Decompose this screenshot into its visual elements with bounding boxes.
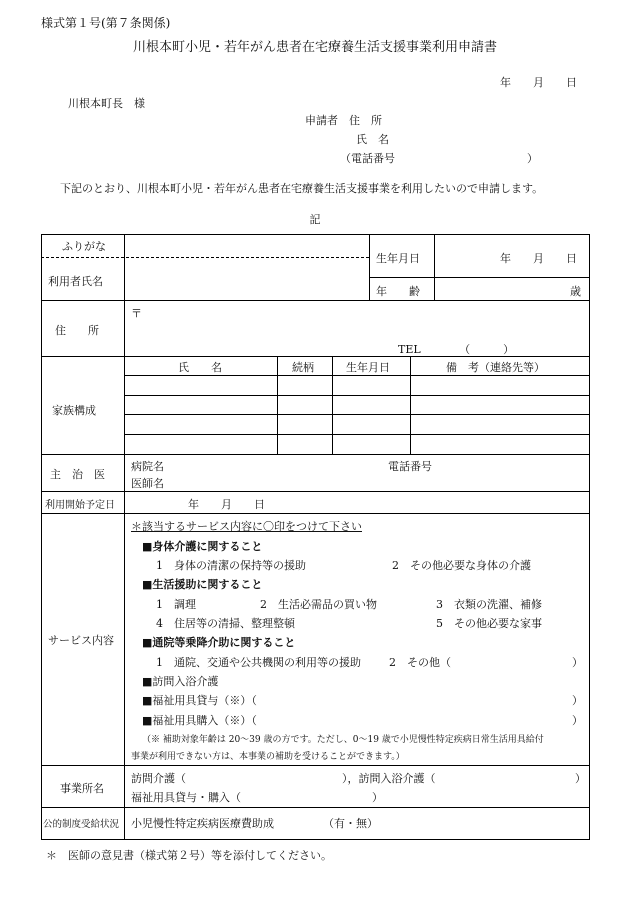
postal-mark: 〒 [131,307,142,320]
birthdate-label: 生年月日 [376,252,420,265]
hospital-label: 病院名 [131,460,164,473]
body-care-item-2: 2 その他必要な身体の介護 [392,559,531,572]
family-col-name: 氏 名 [178,361,222,374]
transport-item-1: 1 通院、交通や公共機関の利用等の援助 [156,656,361,669]
transport-header: ■通院等乗降介助に関すること [142,636,296,649]
applicant-name-label: 氏 名 [356,133,389,146]
note-line-1: （※ 補助対象年齢は 20～39 歳の方です。ただし、0～19 歳で小児慢性特定疾病日常生活用具給付 [142,735,544,745]
phone-number-label: 電話番号 [388,460,432,473]
note-line-2: 事業が利用できない方は、本事業の補助を受けることができます。） [131,752,405,762]
public-support-label: 公的制度受給状況 [43,819,120,830]
ki-mark: 記 [309,213,321,226]
document-title: 川根本町小児・若年がん患者在宅療養生活支援事業利用申請書 [132,40,497,55]
form-number: 様式第１号(第７条関係) [41,16,171,30]
life-item-3: 3 衣類の洗濯、補修 [436,598,542,611]
footer-note: ＊ 医師の意見書（様式第２号）等を添付してください。 [46,849,332,862]
body-care-header: ■身体介護に関すること [142,540,263,553]
doctor-label: 主 治 医 [50,468,105,481]
service-instruction: ＊該当するサービス内容に〇印をつけて下さい [131,520,362,533]
office-home-care: 訪問介護（ [131,772,186,785]
tel-label: TEL （ ） [398,343,515,356]
furigana-label: ふりがな [62,240,106,253]
family-col-birthdate: 生年月日 [346,361,390,374]
public-support-value: 小児慢性特定疾病医療費助成 [131,817,274,830]
office-bath-care: ），訪問入浴介護（ [342,772,436,785]
bath-item: ■訪問入浴介護 [142,675,219,688]
user-name-label: 利用者氏名 [48,275,103,288]
office-welfare-equipment: 福祉用具貸与・購入（ [131,791,241,804]
birthdate-value: 年 月 日 [500,252,577,265]
office-welfare-equipment-close: ） [372,791,383,804]
life-item-2: 2 生活必需品の買い物 [260,598,377,611]
body-care-item-1: 1 身体の清潔の保持等の援助 [156,559,306,572]
rental-item: ■福祉用具貸与（※）（ [142,694,257,707]
life-item-4: 4 住居等の清掃、整理整頓 [156,617,295,630]
family-col-notes: 備 考（連絡先等） [446,361,545,374]
family-col-relation: 続柄 [292,361,314,374]
statement: 下記のとおり、川根本町小児・若年がん患者在宅療養生活支援事業を利用したいので申請します。 [60,182,544,195]
life-item-5: 5 その他必要な家事 [436,617,542,630]
rental-item-close: ） [572,694,583,707]
start-date-value: 年 月 日 [188,498,265,511]
age-label: 年 齢 [376,285,420,298]
purchase-item: ■福祉用具購入（※）（ [142,714,257,727]
public-support-choice: （有・無） [323,817,378,830]
age-unit: 歳 [570,285,581,298]
life-support-header: ■生活援助に関すること [142,578,263,591]
purchase-item-close: ） [572,714,583,727]
service-label: サービス内容 [48,634,114,647]
doctor-name-label: 医師名 [131,477,164,490]
date-line: 年 月 日 [500,76,577,89]
office-label: 事業所名 [60,782,104,795]
family-label: 家族構成 [52,404,96,417]
address-label: 住 所 [55,324,99,337]
addressee: 川根本町長 様 [68,97,145,110]
office-bath-care-close: ） [575,772,586,785]
life-item-1: 1 調理 [156,598,196,611]
applicant-phone-label: （電話番号 ） [340,152,538,165]
start-date-label: 利用開始予定日 [45,500,115,511]
transport-item-2: 2 その他（ [389,656,451,669]
applicant-address-label: 申請者 住 所 [305,114,382,127]
transport-item-2-close: ） [572,656,583,669]
